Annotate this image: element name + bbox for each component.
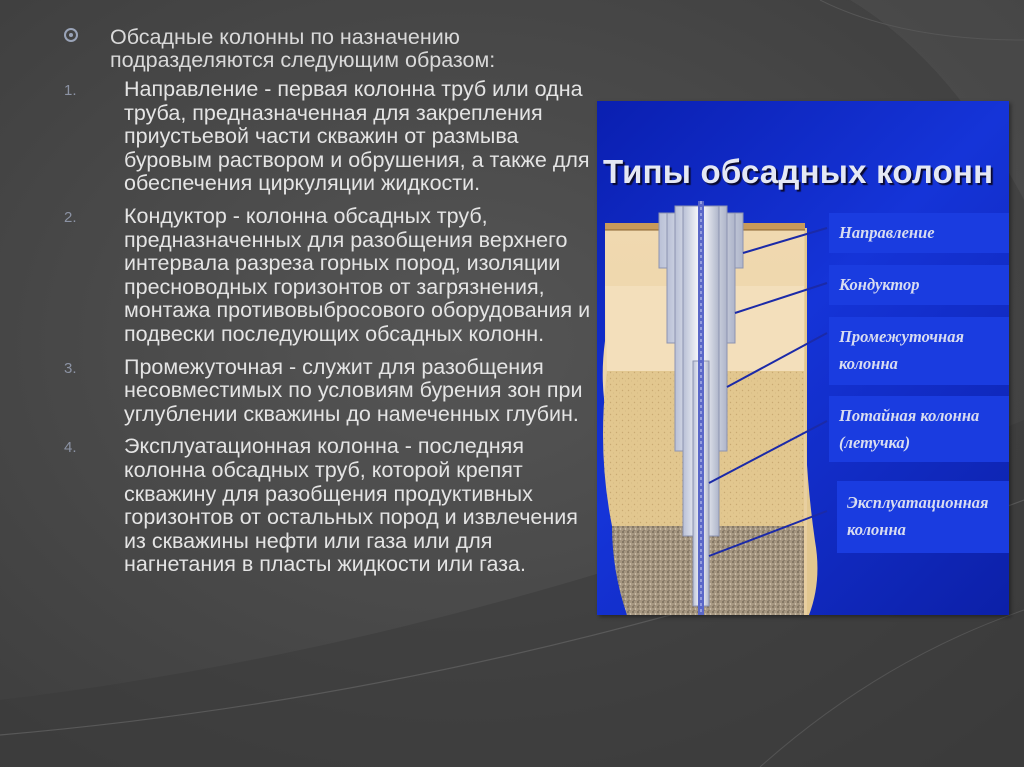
casing-diagram xyxy=(597,101,1009,615)
slide-text xyxy=(64,26,594,586)
figure-title: Типы обсадных колонн xyxy=(603,153,994,190)
intro-paragraph xyxy=(64,26,594,72)
list-number: 3. xyxy=(64,359,77,377)
list-number: 4. xyxy=(64,439,77,457)
label-text: колонна xyxy=(839,354,898,373)
list-number: 1. xyxy=(64,82,77,99)
label-konduktor xyxy=(829,265,1009,305)
list-item xyxy=(64,356,594,427)
label-text: Направление xyxy=(839,223,935,242)
label-text: Эксплуатационная xyxy=(847,493,989,512)
label-text: Кондуктор xyxy=(839,275,920,294)
list-item-text: Кондуктор - колонна обсадных труб, предназначенных для разобщения верхнего интервала разреза горных пород, изоляции пресноводных горизонтов от загрязнения, монтажа противовыбросового оборудования и подвески последующих обсадных колонн. xyxy=(124,203,591,346)
list-item xyxy=(64,435,594,577)
list-item xyxy=(64,78,594,196)
list-number: 2. xyxy=(64,208,77,226)
label-text: Промежуточная xyxy=(839,327,964,346)
label-promezhutochnaya xyxy=(829,317,1009,385)
label-napravlenie xyxy=(829,213,1009,253)
label-text: Потайная колонна xyxy=(839,406,980,425)
intro-text: Обсадные колонны по назначению подразделяются следующим образом: xyxy=(110,25,496,72)
label-potaynaya xyxy=(829,396,1009,462)
list-item-text: Направление - первая колонна труб или одна труба, предназначенная для закрепления приустьевой части скважин от размыва буровым раствором и обрушения, а также для обеспечения циркуляции жидкости. xyxy=(124,77,590,196)
list-item-text: Эксплуатационная колонна - последняя колонна обсадных труб, которой крепят скважину для разобщения продуктивных горизонтов от остальных пород и извлечения из скважины нефти или газа или для нагнетания в пласты жидкости или газа. xyxy=(124,434,578,577)
label-text: колонна xyxy=(847,520,906,539)
list-item xyxy=(64,205,594,347)
list-item-text: Промежуточная - служит для разобщения несовместимых по условиям бурения зон при углублении скважины до намеченных глубин. xyxy=(124,354,583,426)
casing-types-list xyxy=(64,78,594,577)
circle-bullet-icon xyxy=(64,28,78,42)
label-text: (летучка) xyxy=(839,433,911,452)
label-ekspluatatsionnaya xyxy=(837,481,1009,553)
